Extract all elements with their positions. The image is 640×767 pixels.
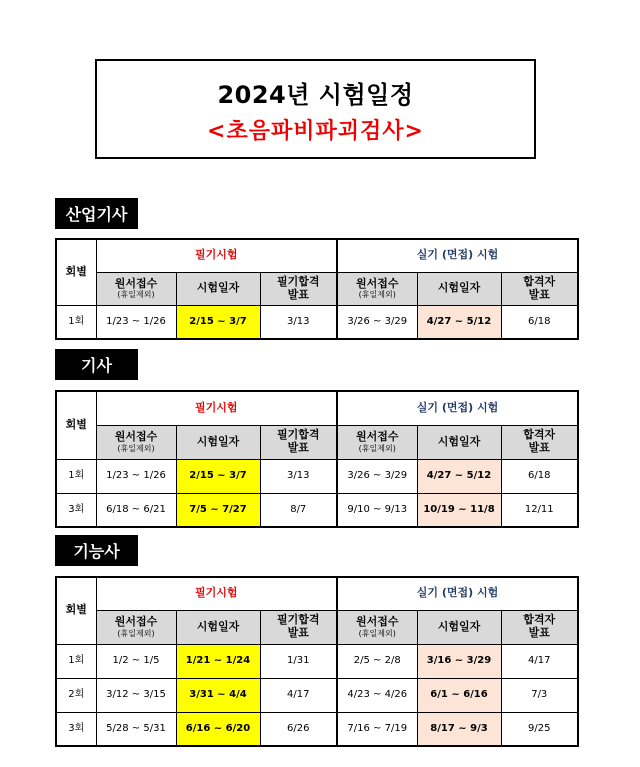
header-practical-exam: 실기 (면접) 시험 [337,577,578,610]
final-result-cell: 6/18 [501,459,578,493]
written-exam-cell: 7/5 ~ 7/27 [176,493,260,527]
written-exam-cell: 2/15 ~ 3/7 [176,305,260,339]
header-written-result: 필기합격 발표 [260,425,337,459]
section-label-industrial-engineer: 산업기사 [55,198,138,229]
table-row [56,493,578,527]
header-final-result: 합격자 발표 [501,272,578,305]
round-cell: 1회 [56,305,96,339]
header-practical-exam: 실기 (면접) 시험 [337,239,578,272]
round-cell: 1회 [56,459,96,493]
round-cell: 2회 [56,678,96,712]
final-result-cell: 7/3 [501,678,578,712]
practical-exam-cell: 10/19 ~ 11/8 [417,493,501,527]
header-written-exam: 필기시험 [96,239,337,272]
round-cell: 3회 [56,712,96,746]
header-exam-date: 시험일자 [176,272,260,305]
written-exam-cell: 2/15 ~ 3/7 [176,459,260,493]
written-result-cell: 8/7 [260,493,337,527]
page-title: 2024년 시험일정 [217,81,414,109]
written-result-cell: 3/13 [260,305,337,339]
table-row [56,678,578,712]
written-result-cell: 1/31 [260,644,337,678]
table-row [56,305,578,339]
practical-apply-cell: 7/16 ~ 7/19 [337,712,417,746]
practical-apply-cell: 3/26 ~ 3/29 [337,459,417,493]
written-apply-cell: 3/12 ~ 3/15 [96,678,176,712]
written-exam-cell: 1/21 ~ 1/24 [176,644,260,678]
header-round: 회별 [56,577,96,644]
header-apply: 원서접수 (휴일제외) [337,272,417,305]
written-apply-cell: 1/23 ~ 1/26 [96,459,176,493]
header-exam-date: 시험일자 [417,425,501,459]
practical-exam-cell: 6/1 ~ 6/16 [417,678,501,712]
header-apply: 원서접수 (휴일제외) [337,425,417,459]
table-row [56,712,578,746]
practical-exam-cell: 8/17 ~ 9/3 [417,712,501,746]
practical-apply-cell: 2/5 ~ 2/8 [337,644,417,678]
written-result-cell: 3/13 [260,459,337,493]
schedule-table-engineer [55,390,579,528]
schedule-table-craftsman [55,576,579,747]
schedule-table-industrial-engineer [55,238,579,340]
written-result-cell: 6/26 [260,712,337,746]
header-exam-date: 시험일자 [417,272,501,305]
written-apply-cell: 5/28 ~ 5/31 [96,712,176,746]
final-result-cell: 12/11 [501,493,578,527]
table-row [56,644,578,678]
header-final-result: 합격자 발표 [501,425,578,459]
practical-apply-cell: 9/10 ~ 9/13 [337,493,417,527]
header-written-exam: 필기시험 [96,391,337,425]
practical-apply-cell: 3/26 ~ 3/29 [337,305,417,339]
header-apply: 원서접수 (휴일제외) [96,425,176,459]
written-exam-cell: 6/16 ~ 6/20 [176,712,260,746]
header-apply: 원서접수 (휴일제외) [337,610,417,644]
practical-exam-cell: 4/27 ~ 5/12 [417,305,501,339]
header-exam-date: 시험일자 [176,610,260,644]
final-result-cell: 4/17 [501,644,578,678]
written-apply-cell: 1/23 ~ 1/26 [96,305,176,339]
header-written-exam: 필기시험 [96,577,337,610]
page-subtitle: <초음파비파괴검사> [207,119,424,144]
section-label-craftsman: 기능사 [55,535,138,566]
header-round: 회별 [56,239,96,305]
header-apply: 원서접수 (휴일제외) [96,610,176,644]
header-written-result: 필기합격 발표 [260,610,337,644]
round-cell: 1회 [56,644,96,678]
header-exam-date: 시험일자 [417,610,501,644]
header-final-result: 합격자 발표 [501,610,578,644]
practical-exam-cell: 4/27 ~ 5/12 [417,459,501,493]
written-exam-cell: 3/31 ~ 4/4 [176,678,260,712]
header-round: 회별 [56,391,96,459]
practical-exam-cell: 3/16 ~ 3/29 [417,644,501,678]
header-practical-exam: 실기 (면접) 시험 [337,391,578,425]
written-apply-cell: 1/2 ~ 1/5 [96,644,176,678]
written-result-cell: 4/17 [260,678,337,712]
section-label-engineer: 기사 [55,349,138,380]
table-row [56,459,578,493]
header-written-result: 필기합격 발표 [260,272,337,305]
header-exam-date: 시험일자 [176,425,260,459]
final-result-cell: 6/18 [501,305,578,339]
header-apply: 원서접수 (휴일제외) [96,272,176,305]
written-apply-cell: 6/18 ~ 6/21 [96,493,176,527]
title-box [95,59,536,159]
final-result-cell: 9/25 [501,712,578,746]
round-cell: 3회 [56,493,96,527]
practical-apply-cell: 4/23 ~ 4/26 [337,678,417,712]
